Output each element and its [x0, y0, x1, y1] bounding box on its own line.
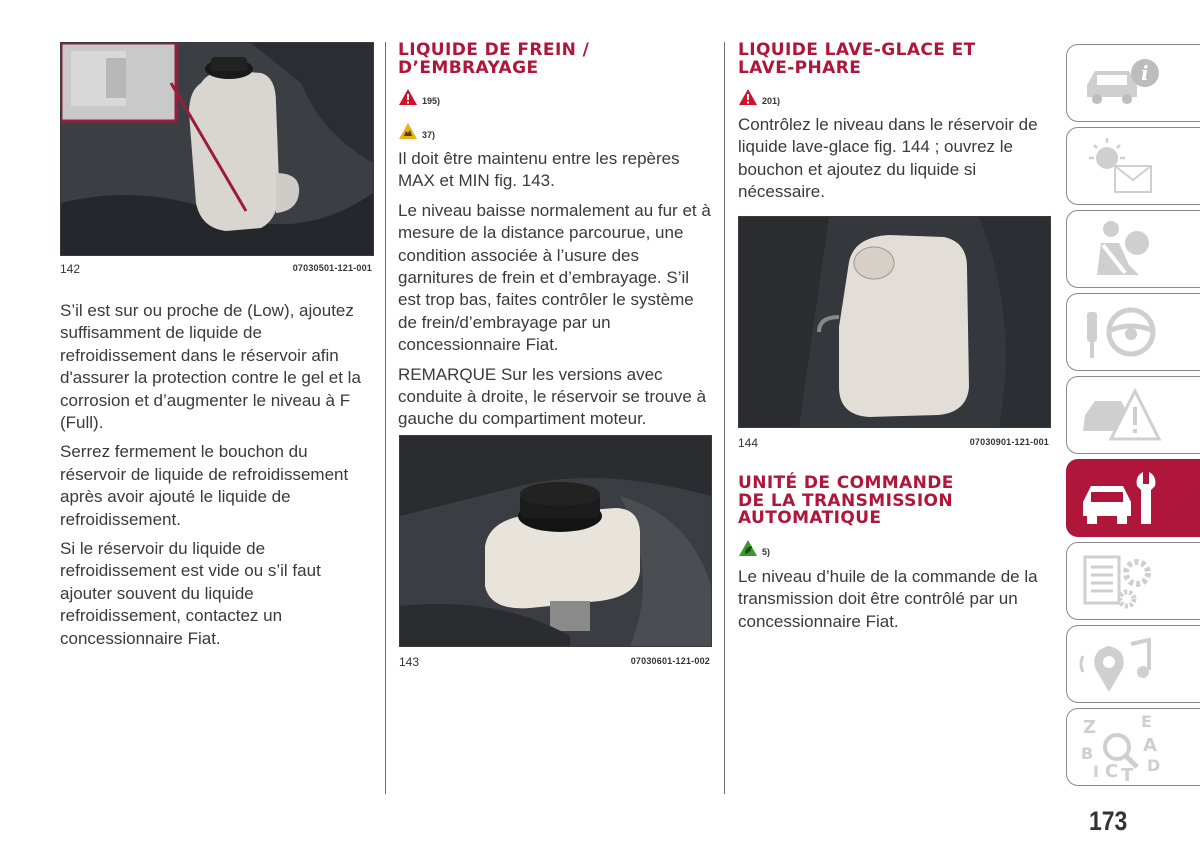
paragraph: Il doit être maintenu entre les repères MAX et MIN fig. 143. [398, 149, 680, 191]
brake-fluid-heading [398, 42, 718, 77]
specs-gears-icon [1077, 547, 1163, 615]
caution-hand-icon [398, 122, 418, 140]
heading-line: AUTOMATIQUE [738, 508, 882, 528]
tab-multimedia[interactable] [1066, 625, 1200, 703]
tab-starting-driving[interactable] [1066, 293, 1200, 371]
car-info-icon [1077, 49, 1163, 117]
figure-number: 143 [399, 655, 420, 669]
tab-car-info[interactable] [1066, 44, 1200, 122]
warning-triangle-icon [738, 88, 758, 106]
alphabetical-index-icon [1077, 713, 1163, 781]
transmission-heading [738, 475, 1058, 528]
paragraph: Le niveau baisse normalement au fur et à mesure de la distance parcourue, une condition associée à l’usure des garnitures de frein et d’embrayage. S’il est trop bas, faites contrôler le système de frein/d’embrayage par un concessionnaire Fiat. [398, 200, 711, 355]
figure-code: 07030501-121-001 [292, 263, 372, 273]
column1-text [60, 300, 376, 657]
tab-index[interactable] [1066, 708, 1200, 786]
paragraph: Le niveau d’huile de la commande de la transmission doit être contrôlé par un concessionnaire Fiat. [738, 567, 1038, 631]
environment-reference [738, 539, 770, 557]
warning-ref-number: 201) [762, 96, 781, 106]
heading-line: LIQUIDE LAVE-GLACE ET [738, 40, 976, 60]
environment-ref-number: 5) [762, 547, 771, 557]
figure-143-caption [399, 655, 710, 671]
figure-142-photo [60, 42, 374, 256]
airbag-seatbelt-icon [1077, 215, 1163, 283]
figure-number: 144 [738, 436, 759, 450]
column-divider-2 [724, 42, 725, 794]
figure-144-photo [738, 216, 1051, 428]
heading-line: LIQUIDE DE FREIN / [398, 40, 590, 60]
heading-line: D’EMBRAYAGE [398, 57, 539, 78]
index-letter: A [1143, 735, 1157, 756]
figure-144-caption [738, 436, 1049, 452]
heading-line: DE LA TRANSMISSION [738, 490, 954, 511]
column3-text-2 [738, 566, 1054, 640]
dashboard-lights-icon [1077, 132, 1163, 200]
column-divider-1 [385, 42, 386, 794]
svg-text:i: i [1141, 61, 1149, 85]
paragraph: Contrôlez le niveau dans le réservoir de liquide lave-glace fig. 144 ; ouvrez le bouchon et ajoutez du liquide si nécessaire. [738, 115, 1038, 202]
warning-triangle-icon [398, 88, 418, 106]
figure-143-photo [399, 435, 712, 647]
index-letter: D [1147, 756, 1161, 775]
index-letter: T [1121, 765, 1134, 781]
tab-safety[interactable] [1066, 210, 1200, 288]
column2-text [398, 148, 714, 438]
tab-maintenance[interactable] [1066, 459, 1200, 537]
caution-reference [398, 122, 435, 140]
tab-dashboard-lights[interactable] [1066, 127, 1200, 205]
figure-142-caption [60, 262, 372, 278]
index-letter: Z [1083, 717, 1097, 738]
index-letter: I [1093, 762, 1099, 781]
warning-ref-number: 195) [422, 96, 441, 106]
tab-technical-data[interactable] [1066, 542, 1200, 620]
figure-code: 07030901-121-001 [969, 437, 1049, 447]
washer-fluid-heading [738, 42, 1058, 77]
key-steering-wheel-icon [1077, 298, 1163, 366]
paragraph: REMARQUE Sur les versions avec conduite à droite, le réservoir se trouve à gauche du compartiment moteur. [398, 364, 707, 429]
column3-text-1 [738, 114, 1054, 211]
index-letter: C [1105, 761, 1119, 781]
paragraph: Si le réservoir du liquide de refroidissement est vide ou s’il faut ajouter souvent du liquide refroidissement, contactez un concessionnaire Fiat. [60, 539, 321, 648]
multimedia-icon [1077, 630, 1163, 698]
paragraph: S’il est sur ou proche de (Low), ajoutez suffisamment de liquide de refroidissement dans le réservoir afin d'assurer la protection contre le gel et la corrosion et d’augmenter le niveau à F (Full). [60, 301, 361, 433]
car-warning-icon [1077, 381, 1163, 449]
paragraph: Serrez fermement le bouchon du réservoir de liquide de refroidissement après avoir ajouté le liquide de refroidissement. [60, 442, 349, 529]
figure-code: 07030601-121-002 [630, 656, 710, 666]
index-letter: E [1141, 713, 1152, 731]
tab-emergency[interactable] [1066, 376, 1200, 454]
car-wrench-icon [1077, 464, 1163, 532]
index-letter: B [1081, 744, 1094, 763]
environment-leaf-icon [738, 539, 758, 557]
figure-number: 142 [60, 262, 81, 276]
warning-reference [398, 88, 440, 106]
heading-line: LAVE-PHARE [738, 57, 862, 78]
heading-line: UNITÉ DE COMMANDE [738, 473, 954, 493]
warning-reference [738, 88, 780, 106]
page-number: 173 [1089, 806, 1128, 836]
caution-ref-number: 37) [422, 130, 436, 140]
